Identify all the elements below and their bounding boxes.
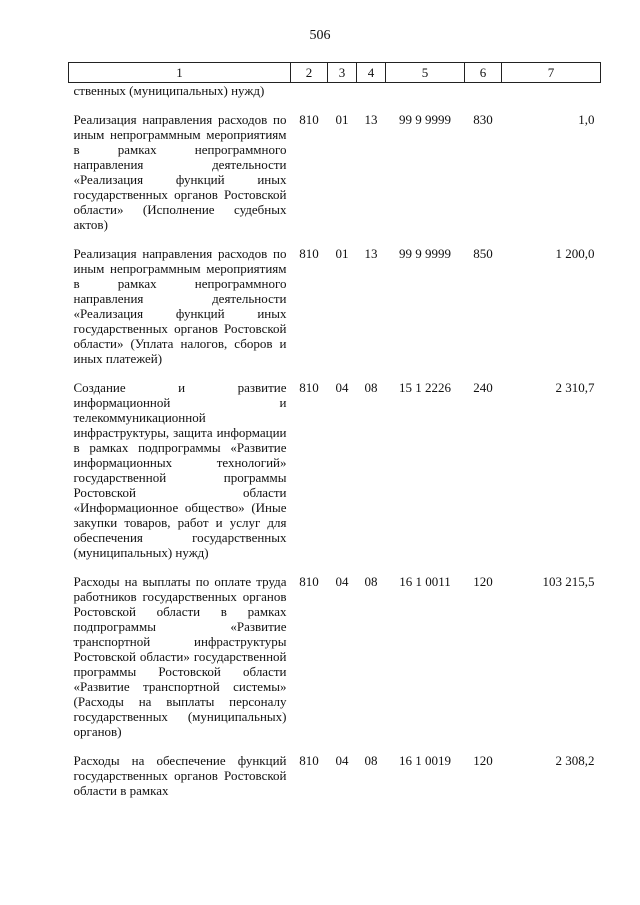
row-description: Реализация направления расходов по иным непрограммным мероприятиям в рамках непрограммного направления деятельности «Реализация функций иных государственных органов Ростовской области» (Уплата налогов, сборов и иных платежей) [73,246,287,366]
table-row [69,83,601,113]
row-ministry-code: 810 [299,753,319,768]
row-target-code [386,83,465,113]
row-ministry-code: 810 [299,574,319,589]
row-section-code: 04 [335,380,349,395]
row-expense-type: 850 [473,246,493,261]
header-col-5: 5 [386,63,465,83]
table-row [69,380,601,574]
row-description: Расходы на выплаты по оплате труда работников государственных органов Ростовской области в рамках подпрограммы «Развитие транспортной инфраструктуры Ростовской области» государственной программы Ростовской области «Развитие транспортной системы» (Расходы на выплаты персоналу государственных (муниципальных) органов) [73,574,287,739]
table-row [69,574,601,753]
header-col-6: 6 [465,63,502,83]
row-expense-type: 830 [473,112,493,127]
row-amount: 103 215,5 [542,574,595,589]
header-col-2: 2 [291,63,328,83]
row-section-code: 04 [335,753,349,768]
row-target-code: 15 1 2226 [399,380,451,395]
row-subsection-code: 13 [364,112,378,127]
row-amount: 1,0 [578,112,595,127]
row-ministry-code: 810 [299,246,319,261]
row-section-code: 01 [335,246,349,261]
table-row [69,753,601,812]
budget-table [68,62,601,812]
row-target-code: 16 1 0019 [399,753,451,768]
row-amount: 1 200,0 [555,246,595,261]
row-description: Реализация направления расходов по иным непрограммным мероприятиям в рамках непрограммного направления деятельности «Реализация функций иных государственных органов Ростовской области» (Исполнение судебных актов) [73,112,287,232]
row-subsection-code [357,83,386,113]
header-col-7: 7 [502,63,601,83]
row-expense-type: 120 [473,753,493,768]
header-col-4: 4 [357,63,386,83]
row-subsection-code: 08 [364,380,378,395]
row-section-code [328,83,357,113]
row-expense-type: 120 [473,574,493,589]
row-amount [502,83,601,113]
row-target-code: 99 9 9999 [399,112,451,127]
row-description: Расходы на обеспечение функций государственных органов Ростовской области в рамках [73,753,287,798]
row-amount: 2 310,7 [555,380,595,395]
row-description: Создание и развитие информационной и телекоммуникационной инфраструктуры, защита информации в рамках подпрограммы «Развитие информационных технологий» государственной программы Ростовской области «Информационное общество» (Иные закупки товаров, работ и услуг для обеспечения государственных (муниципальных) нужд) [73,380,287,560]
row-expense-type: 240 [473,380,493,395]
header-row [69,63,601,83]
row-section-code: 04 [335,574,349,589]
page-number: 506 [309,28,331,43]
row-section-code: 01 [335,112,349,127]
row-amount: 2 308,2 [555,753,595,768]
row-ministry-code: 810 [299,380,319,395]
row-subsection-code: 08 [364,753,378,768]
table-row [69,112,601,246]
row-target-code: 16 1 0011 [399,574,451,589]
table-header [69,63,601,83]
row-ministry-code: 810 [299,112,319,127]
table-row [69,246,601,380]
table-body [69,83,601,813]
row-ministry-code [291,83,328,113]
row-target-code: 99 9 9999 [399,246,451,261]
row-expense-type [465,83,502,113]
header-col-3: 3 [328,63,357,83]
row-description: ственных (муниципальных) нужд) [73,83,265,98]
row-subsection-code: 08 [364,574,378,589]
row-subsection-code: 13 [364,246,378,261]
header-col-1: 1 [69,63,291,83]
